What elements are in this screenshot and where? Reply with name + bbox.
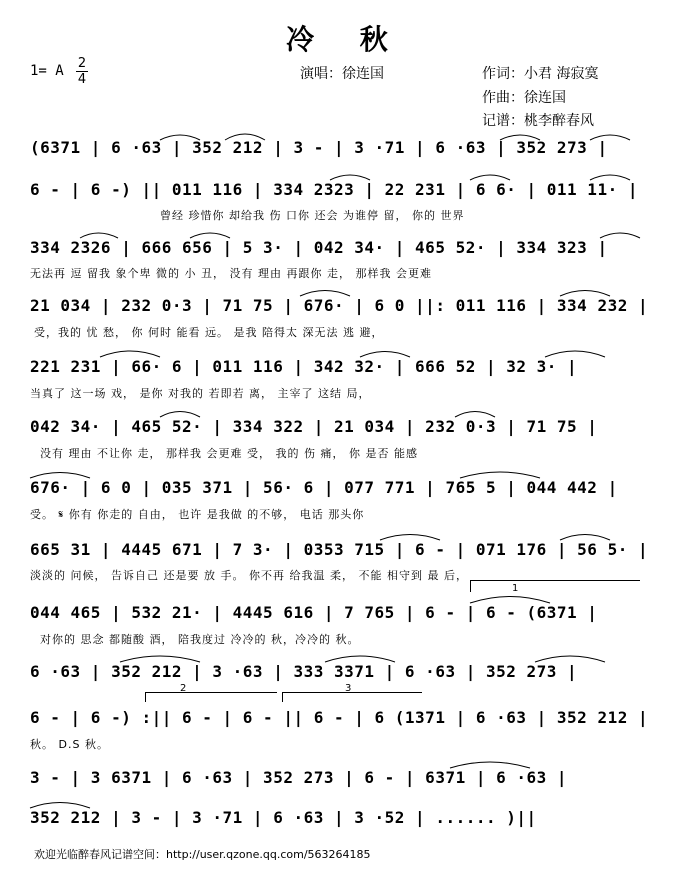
score-row-3: 334 2326 | 666 656 | 5 3· | 042 34· | 465 52· | 334 323 | [30,238,608,257]
score-row-6: 042 34· | 465 52· | 334 322 | 21 034 | 232 0·3 | 71 75 | [30,417,598,436]
singer-credit: 演唱：徐连国 [300,66,384,82]
time-signature-bottom: 4 [77,72,87,87]
slur [120,656,200,662]
score-row-4: 21 034 | 232 0·3 | 71 75 | 676· | 6 0 ||: 011 116 | 334 232 | [30,296,649,315]
slur [30,473,90,479]
lyric-row-6: 没有 理由 不让你 走， 那样我 会更难 受， 我的 伤 痛， 你 是否 能感 [40,447,418,460]
slur [545,351,605,357]
slur [225,134,265,140]
footer-credit: 欢迎光临醉春风记谱空间：http://user.qzone.qq.com/563264185 [34,848,371,861]
slur [535,656,605,662]
key-signature: 1= A [30,63,64,79]
lyric-row-2: 曾经 珍惜你 却给我 伤 口你 还会 为谁停 留， 你的 世界 [160,209,465,222]
lyric-row-5: 当真了 这一场 戏， 是你 对我的 若即若 离， 主宰了 这结 局， [30,387,371,400]
slur [460,472,540,478]
song-title: 冷 秋 [286,23,406,56]
slur [325,656,395,662]
composer-credit: 作曲：徐连国 [482,90,566,106]
slur [80,233,118,238]
slur [330,175,370,180]
slur [190,233,230,238]
score-row-7: 676· | 6 0 | 035 371 | 56· 6 | 077 771 | 765 5 | 044 442 | [30,478,618,497]
slur [600,233,640,238]
slur [470,597,550,604]
lyric-row-7: 受。 𝄋 你有 你走的 自由， 也许 是我做 的不够， 电话 那头你 [30,508,365,521]
slur [455,412,495,418]
slur [560,535,610,541]
score-row-13: 352 212 | 3 - | 3 ·71 | 6 ·63 | 3 ·52 | ...... )|| [30,808,537,827]
lyric-row-11: 秋。 D.S 秋。 [30,738,109,751]
time-signature-top: 2 [77,56,87,71]
score-row-2: 6 - | 6 -) || 011 116 | 334 2323 | 22 231 | 6 6· | 011 11· | [30,180,638,199]
slur [30,803,90,809]
transcriber-credit: 记谱：桃李醉春风 [482,113,594,129]
slur [560,291,610,297]
score-row-1: (6371 | 6 ·63 | 352 212 | 3 - | 3 ·71 | 6 ·63 | 352 273 | [30,138,608,157]
volta-2-number: 2 [180,683,187,694]
slur [470,175,510,180]
score-row-9: 044 465 | 532 21· | 4445 616 | 7 765 | 6 - | 6 - (6371 | [30,603,598,622]
slur [100,351,160,357]
lyric-row-9: 对你的 思念 都随酸 酒， 陪我度过 冷冷的 秋，冷冷的 秋。 [40,633,360,646]
slur [300,291,350,297]
lyric-row-8: 淡淡的 问候， 告诉自己 还是要 放 手。 你不再 给我温 柔， 不能 相守到 最 后， [30,569,468,582]
score-row-5: 221 231 | 66· 6 | 011 116 | 342 32· | 666 52 | 32 3· | [30,357,578,376]
slur [160,412,200,418]
lyric-row-4: 受，我的 忧 愁， 你 何时 能看 远。 是我 陪得太 深无法 逃 避， [34,326,384,339]
slur [590,175,630,180]
slur [160,135,200,140]
score-row-10: 6 ·63 | 352 212 | 3 ·63 | 333 3371 | 6 ·63 | 352 273 | [30,662,578,681]
volta-3-number: 3 [345,683,352,694]
slur [590,135,630,140]
volta-1-number: 1 [512,583,519,594]
slur [380,535,440,541]
score-row-8: 665 31 | 4445 671 | 7 3· | 0353 715 | 6 - | 071 176 | 56 5· | [30,540,649,559]
score-row-12: 3 - | 3 6371 | 6 ·63 | 352 273 | 6 - | 6371 | 6 ·63 | [30,768,568,787]
slur [450,762,530,768]
slur [500,135,540,140]
score-row-11: 6 - | 6 -) :|| 6 - | 6 - || 6 - | 6 (1371 | 6 ·63 | 352 212 | [30,708,649,727]
lyric-row-3: 无法再 逗 留我 象个卑 微的 小 丑， 没有 理由 再跟你 走， 那样我 会更难 [30,267,432,280]
lyricist-credit: 作词：小君 海寂寞 [482,66,599,82]
slur [360,352,410,358]
